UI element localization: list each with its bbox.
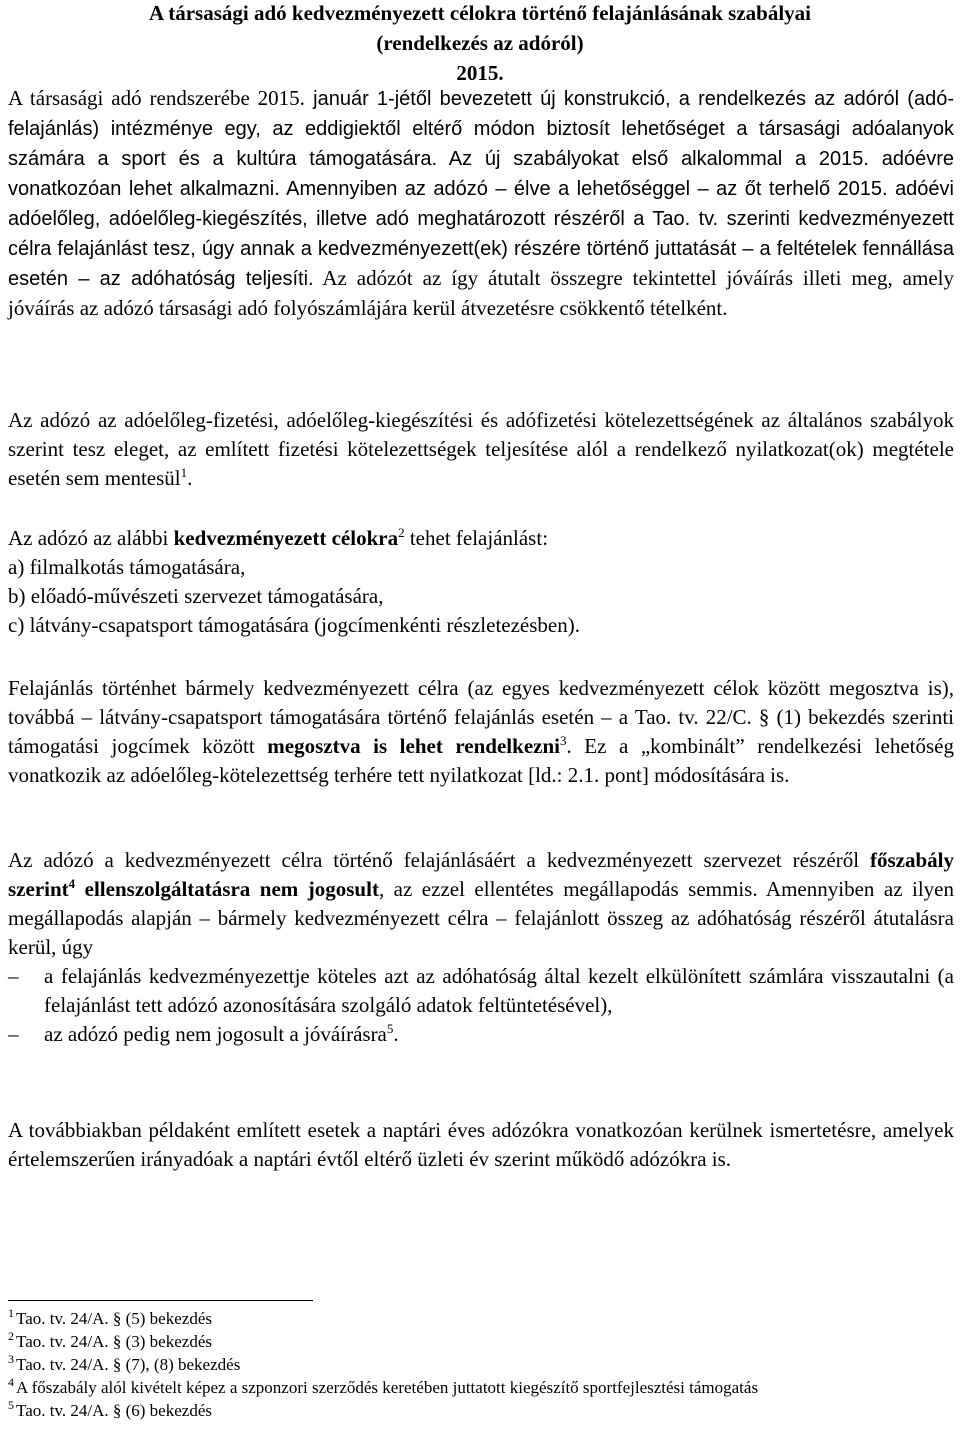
targets-rest: tehet felajánlást: <box>404 526 549 550</box>
footnote-text: Tao. tv. 24/A. § (6) bekezdés <box>16 1401 212 1420</box>
footnote-separator <box>8 1300 313 1301</box>
examples-text: A továbbiakban példaként említett esetek a naptári éves adózókra vonatkozóan kerülnek ismertetésre, amelyek értelemszerűen irányadóak a naptári évtől eltérő üzleti év szerint működő adózókra is. <box>8 1118 954 1171</box>
consideration-text-end: , az ezzel ellentétes megállapodás semmis. Amennyiben az ilyen megállapodás alapján – bármely kedvezményezett célra – felajánlott összeg az adóhatóság részéről átutalásra kerül, úgy <box>8 877 954 959</box>
paragraph-obligations <box>8 406 954 493</box>
paragraph-targets <box>8 524 954 640</box>
list-item-text: a felajánlás kedvezményezettje köteles azt az adóhatóság által kezelt elkülönített számlára visszautalni (a felajánlást tett adózó azonosítására szolgáló adatok feltüntetésével), <box>44 964 954 1017</box>
consideration-list-item-1 <box>8 962 954 1020</box>
split-text: Felajánlás történhet bármely kedvezményezett célra (az egyes kedvezményezett célok között megosztva is), továbbá – látvány-csapatsport támogatására történő felajánlás esetén – a Tao. tv. 22/C. § (1) bekezdés szerinti támogatási jogcímek között <box>8 676 954 758</box>
footnote-2 <box>8 1330 954 1353</box>
dash-bullet: – <box>8 964 19 988</box>
footnote-ref-4[interactable]: 4 <box>68 876 76 891</box>
target-item-b: b) előadó-művészeti szervezet támogatására, <box>8 584 384 608</box>
footnote-ref-2[interactable]: 2 <box>398 525 405 540</box>
footnote-ref-1[interactable]: 1 <box>180 465 188 480</box>
paragraph-examples <box>8 1116 954 1174</box>
consideration-text: Az adózó a kedvezményezett célra történő felajánlásáért a kedvezményezett szervezet részéről <box>8 848 870 872</box>
consideration-bold-2: ellenszolgáltatásra nem jogosult <box>84 877 379 901</box>
target-item-c: c) látvány-csapatsport támogatására (jogcímenkénti részletezésben). <box>8 613 580 637</box>
intro-sans-part-2: szerinti kedvezményezett célra felajánlást tesz, úgy annak a kedvezményezett(ek) részére történő juttatását – a feltételek fennállása esetén – az adóhatóság teljesíti. <box>8 208 954 290</box>
footnote-text: A főszabály alól kivételt képez a szponzori szerződés keretében juttatott kiegészítő sportfejlesztési támogatás <box>16 1378 759 1397</box>
intro-serif-part: A társasági adó rendszerébe 2015. <box>8 86 305 110</box>
footnote-number: 5 <box>8 1398 14 1413</box>
title-line-3: 2015. <box>456 61 504 85</box>
footnote-1 <box>8 1307 954 1330</box>
footnote-text: Tao. tv. 24/A. § (3) bekezdés <box>16 1332 212 1351</box>
footnotes <box>8 1300 954 1422</box>
list-item-text <box>44 1020 954 1049</box>
list-item-2-text: az adózó pedig nem jogosult a jóváírásra <box>44 1022 387 1046</box>
obligations-end: . <box>187 466 193 490</box>
intro-serif-end: Az adózót az így átutalt összegre tekintettel jóváírás illeti meg, amely jóváírás az adózó társasági adó folyószámlájára kerül átvezetésre csökkentő tételként. <box>8 266 954 320</box>
targets-intro: Az adózó az alábbi <box>8 526 174 550</box>
footnote-ref-3[interactable]: 3 <box>559 733 567 748</box>
obligations-text: Az adózó az adóelőleg-fizetési, adóelőleg-kiegészítési és adófizetési kötelezettségének az általános szabályok szerint tesz eleget, az említett fizetési kötelezettségek teljesítése alól a rendelkező nyilatkozat(ok) megtétele esetén sem mentesül <box>8 408 954 490</box>
targets-bold: kedvezményezett célokra <box>173 526 399 550</box>
footnote-5 <box>8 1399 954 1422</box>
footnote-number: 3 <box>8 1352 14 1367</box>
title-line-1: A társasági adó kedvezményezett célokra történő felajánlásának szabályai <box>148 1 811 25</box>
intro-sans-part: január 1-jétől bevezetett új konstrukció, a rendelkezés az adóról (adó-felajánlás) intézménye egy, az eddigiektől eltérő módon biztosít lehetőséget a társasági adóalanyok számára a sport és a kultúra támogatására. Az új szabályokat első alkalommal a 2015. adóévre vonatkozóan lehet alkalmazni. Amennyiben az adózó – élve a lehetőséggel – az őt terhelő 2015. adóévi adóelőleg, adóelőleg-kiegészítés, illetve adó meghatározott részéről a Tao. tv. <box>8 88 954 230</box>
document-title <box>0 0 960 88</box>
footnote-ref-5[interactable]: 5 <box>386 1021 394 1036</box>
dash-bullet: – <box>8 1022 19 1046</box>
paragraph-intro <box>8 84 954 323</box>
split-bold: megosztva is lehet rendelkezni <box>267 734 560 758</box>
consideration-list-item-2 <box>8 1020 954 1049</box>
title-line-2: (rendelkezés az adóról) <box>376 31 584 55</box>
consideration-space <box>75 877 85 901</box>
footnote-3 <box>8 1353 954 1376</box>
footnote-number: 1 <box>8 1306 14 1321</box>
footnote-text: Tao. tv. 24/A. § (5) bekezdés <box>16 1309 212 1328</box>
list-item-2-end: . <box>393 1022 399 1046</box>
target-item-a: a) filmalkotás támogatására, <box>8 555 246 579</box>
footnote-text: Tao. tv. 24/A. § (7), (8) bekezdés <box>16 1355 241 1374</box>
paragraph-consideration <box>8 846 954 1049</box>
paragraph-split <box>8 674 954 790</box>
footnote-number: 2 <box>8 1329 14 1344</box>
split-text-end: . Ez a „kombinált” rendelkezési lehetőség vonatkozik az adóelőleg-kötelezettség terhére tett nyilatkozat [ld.: 2.1. pont] módosítására is. <box>8 734 954 787</box>
footnote-4 <box>8 1376 954 1399</box>
footnote-number: 4 <box>8 1375 14 1390</box>
consideration-bold-1: főszabály szerint <box>8 848 954 901</box>
